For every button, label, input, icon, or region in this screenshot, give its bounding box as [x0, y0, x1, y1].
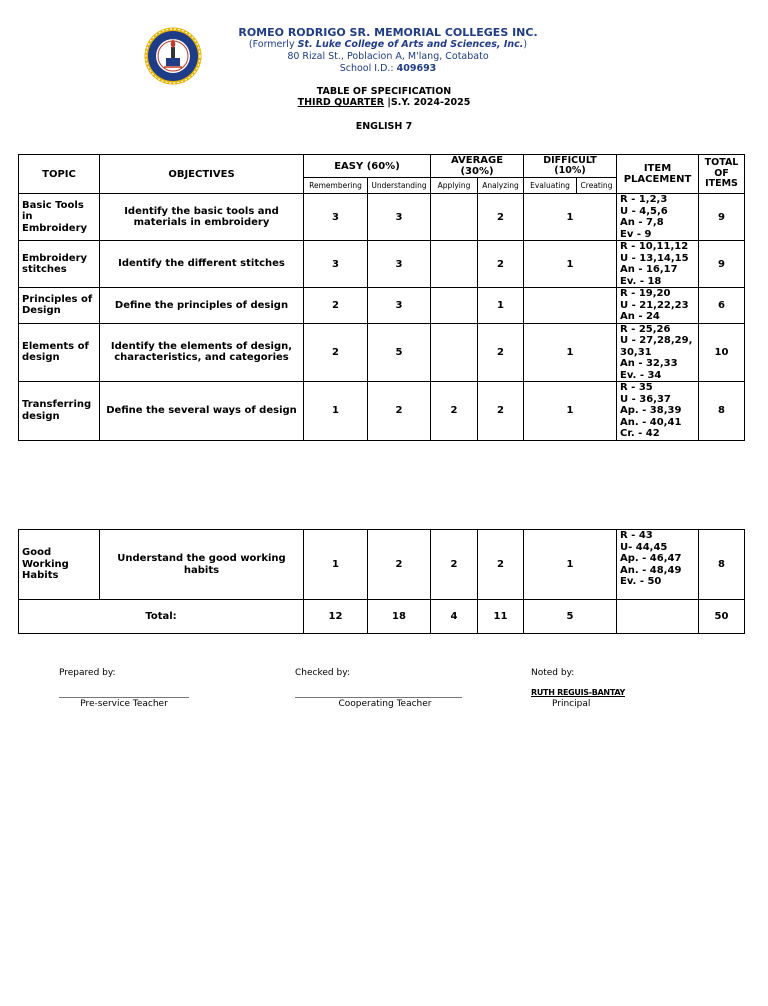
row-evaluating: 1: [524, 241, 617, 288]
header-difficult: DIFFICULT (10%): [524, 155, 617, 178]
noted-name: RUTH REGUIS-BANTAY: [531, 688, 625, 697]
row-applying: [431, 323, 478, 382]
header-topic: TOPIC: [19, 155, 100, 194]
totals-row: [19, 600, 745, 634]
prepared-by-label: Prepared by:: [59, 668, 116, 678]
row-understanding: 3: [368, 194, 431, 241]
row-remembering: 2: [304, 288, 368, 324]
row-evaluating: 1: [524, 530, 617, 600]
prepared-signature-line: [59, 697, 189, 698]
row-applying: [431, 288, 478, 324]
row-item-placement: R - 25,26 U - 27,28,29, 30,31 An - 32,33 Ev. - 34: [617, 323, 699, 382]
quarter-label: THIRD QUARTER: [297, 97, 385, 108]
table-row: [19, 288, 745, 324]
row-applying: 2: [431, 530, 478, 600]
school-address: 80 Rizal St., Poblacion A, M'lang, Cotabato: [287, 51, 489, 62]
checked-signature-line: [295, 697, 462, 698]
row-analyzing: 2: [478, 382, 524, 441]
noted-by-label: Noted by:: [531, 668, 575, 678]
former-school-name: St. Luke College of Arts and Sciences, Inc.: [297, 39, 524, 50]
specification-table-continued: [18, 529, 745, 634]
header-analyzing: Analyzing: [478, 178, 524, 194]
totals-label: Total:: [19, 600, 304, 634]
row-applying: 2: [431, 382, 478, 441]
row-remembering: 1: [304, 382, 368, 441]
table-row: [19, 382, 745, 441]
row-objective: Identify the basic tools and materials in embroidery: [100, 194, 304, 241]
header-applying: Applying: [431, 178, 478, 194]
row-understanding: 2: [368, 382, 431, 441]
header-objectives: OBJECTIVES: [100, 155, 304, 194]
row-topic: Elements of design: [19, 323, 100, 382]
row-analyzing: 2: [478, 530, 524, 600]
document-title: TABLE OF SPECIFICATION: [316, 86, 452, 97]
school-year: S.Y. 2024-2025: [390, 97, 471, 108]
row-objective: Define the principles of design: [100, 288, 304, 324]
row-objective: Identify the different stitches: [100, 241, 304, 288]
row-evaluating: 1: [524, 194, 617, 241]
row-item-placement: R - 43 U- 44,45 Ap. - 46,47 An. - 48,49 Ev. - 50: [617, 530, 699, 600]
header-average: AVERAGE (30%): [431, 155, 524, 178]
total-evaluating: 5: [524, 600, 617, 634]
checked-role: Cooperating Teacher: [338, 699, 432, 709]
total-items: 50: [699, 600, 745, 634]
row-total: 9: [699, 241, 745, 288]
table-row: [19, 530, 745, 600]
row-topic: Embroidery stitches: [19, 241, 100, 288]
former-prefix: (Formerly: [248, 39, 298, 50]
row-evaluating: 1: [524, 323, 617, 382]
header-understanding: Understanding: [368, 178, 431, 194]
school-id: [228, 63, 548, 74]
total-applying: 4: [431, 600, 478, 634]
total-remembering: 12: [304, 600, 368, 634]
row-topic: Principles of Design: [19, 288, 100, 324]
specification-table: [18, 154, 745, 441]
header-easy: EASY (60%): [304, 155, 431, 178]
row-objective: Identify the elements of design, characteristics, and categories: [100, 323, 304, 382]
school-name: ROMEO RODRIGO SR. MEMORIAL COLLEGES INC.: [238, 26, 538, 39]
row-remembering: 3: [304, 194, 368, 241]
row-analyzing: 2: [478, 194, 524, 241]
table-row: [19, 194, 745, 241]
noted-role: Principal: [552, 699, 591, 709]
row-objective: Understand the good working habits: [100, 530, 304, 600]
row-topic: Good Working Habits: [19, 530, 100, 600]
row-remembering: 3: [304, 241, 368, 288]
row-item-placement: R - 10,11,12 U - 13,14,15 An - 16,17 Ev. - 18: [617, 241, 699, 288]
row-understanding: 3: [368, 241, 431, 288]
school-seal-logo: [144, 27, 202, 85]
row-item-placement: R - 19,20 U - 21,22,23 An - 24: [617, 288, 699, 324]
header-creating: Creating: [577, 178, 617, 194]
former-suffix: ): [523, 39, 528, 50]
row-item-placement: R - 35 U - 36,37 Ap. - 38,39 An. - 40,41 Cr. - 42: [617, 382, 699, 441]
row-evaluating: 1: [524, 382, 617, 441]
row-remembering: 2: [304, 323, 368, 382]
row-total: 9: [699, 194, 745, 241]
row-understanding: 2: [368, 530, 431, 600]
row-topic: Basic Tools in Embroidery: [19, 194, 100, 241]
row-analyzing: 2: [478, 241, 524, 288]
header-remembering: Remembering: [304, 178, 368, 194]
total-placement-empty: [617, 600, 699, 634]
row-analyzing: 2: [478, 323, 524, 382]
row-understanding: 5: [368, 323, 431, 382]
row-objective: Define the several ways of design: [100, 382, 304, 441]
table-row: [19, 241, 745, 288]
row-remembering: 1: [304, 530, 368, 600]
row-total: 6: [699, 288, 745, 324]
row-total: 10: [699, 323, 745, 382]
total-analyzing: 11: [478, 600, 524, 634]
checked-by-label: Checked by:: [295, 668, 350, 678]
row-applying: [431, 194, 478, 241]
row-topic: Transferring design: [19, 382, 100, 441]
school-former-name: [228, 39, 548, 50]
header-evaluating: Evaluating: [524, 178, 577, 194]
row-evaluating: [524, 288, 617, 324]
table-row: [19, 323, 745, 382]
school-id-value: 409693: [396, 63, 437, 74]
document-subject: ENGLISH 7: [355, 121, 413, 132]
total-understanding: 18: [368, 600, 431, 634]
header-item-placement: ITEM PLACEMENT: [617, 155, 699, 194]
row-applying: [431, 241, 478, 288]
school-id-label: School I.D.:: [339, 63, 397, 74]
row-total: 8: [699, 530, 745, 600]
prepared-role: Pre-service Teacher: [80, 699, 168, 709]
header-total-items: TOTAL OF ITEMS: [699, 155, 745, 194]
row-item-placement: R - 1,2,3 U - 4,5,6 An - 7,8 Ev - 9: [617, 194, 699, 241]
row-understanding: 3: [368, 288, 431, 324]
document-quarter: THIRD QUARTER |S.Y. 2024-2025: [297, 97, 471, 108]
row-analyzing: 1: [478, 288, 524, 324]
row-total: 8: [699, 382, 745, 441]
